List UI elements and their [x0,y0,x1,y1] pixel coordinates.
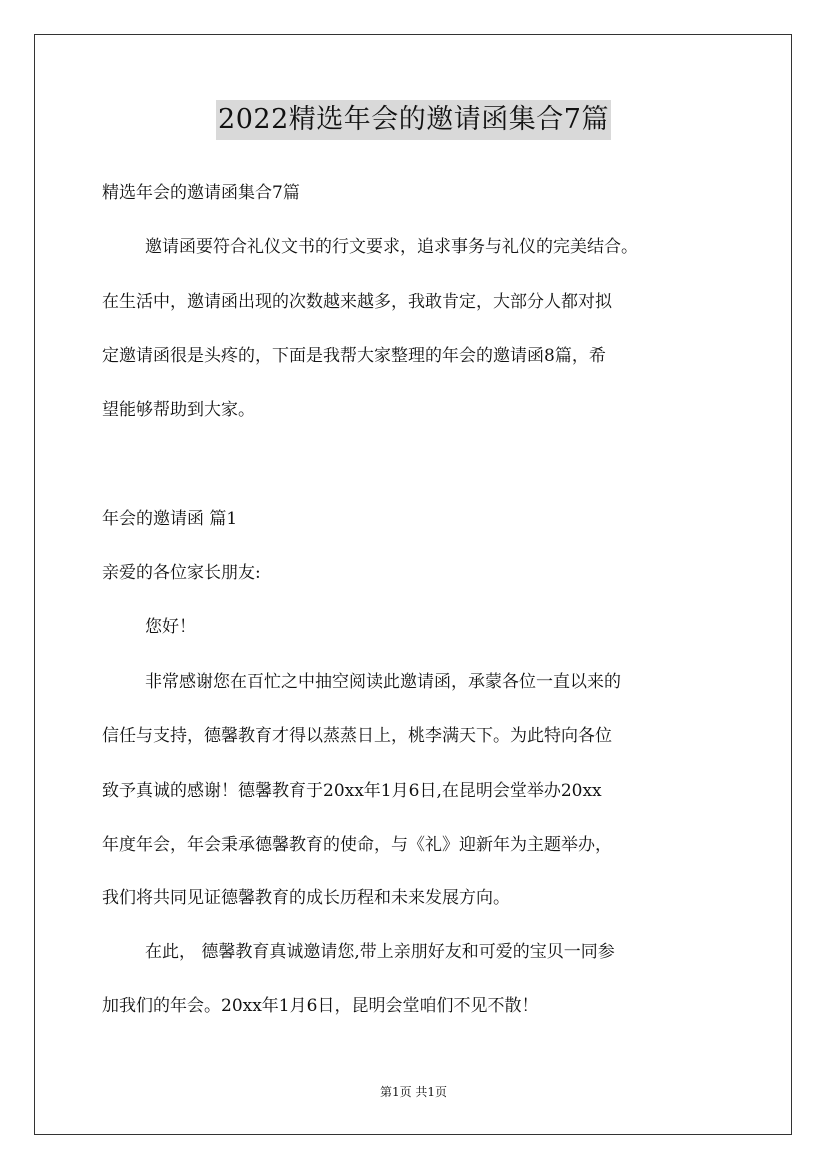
section-heading: 年会的邀请函 篇1 [102,509,238,529]
body-line-5: 我们将共同见证德馨教育的成长历程和未来发展方向。 [102,888,510,908]
body-line-3: 致予真诚的感谢！德馨教育于20xx年1月6日,在昆明会堂举办20xx [102,781,602,801]
intro-line-3: 定邀请函很是头疼的，下面是我帮大家整理的年会的邀请函8篇，希 [102,346,606,366]
intro-line-4: 望能够帮助到大家。 [102,400,255,420]
title-container [0,100,827,140]
document-subtitle: 精选年会的邀请函集合7篇 [102,183,300,203]
page-footer: 第1页 共1页 [379,1085,448,1099]
body-line-4: 年度年会，年会秉承德馨教育的使命，与《礼》迎新年为主题举办， [102,835,612,855]
greeting: 您好！ [145,617,196,637]
body-line-1: 非常感谢您在百忙之中抽空阅读此邀请函，承蒙各位一直以来的 [145,672,621,692]
body-line-6: 在此， 德馨教育真诚邀请您,带上亲朋好友和可爱的宝贝一同参 [145,942,615,962]
document-title: 2022精选年会的邀请函集合7篇 [216,100,611,140]
body-line-2: 信任与支持，德馨教育才得以蒸蒸日上，桃李满天下。为此特向各位 [102,726,612,746]
intro-line-1: 邀请函要符合礼仪文书的行文要求，追求事务与礼仪的完美结合。 [145,237,638,257]
intro-line-2: 在生活中，邀请函出现的次数越来越多，我敢肯定，大部分人都对拟 [102,292,612,312]
salutation: 亲爱的各位家长朋友: [102,563,261,583]
body-line-7: 加我们的年会。20xx年1月6日，昆明会堂咱们不见不散！ [102,996,539,1016]
